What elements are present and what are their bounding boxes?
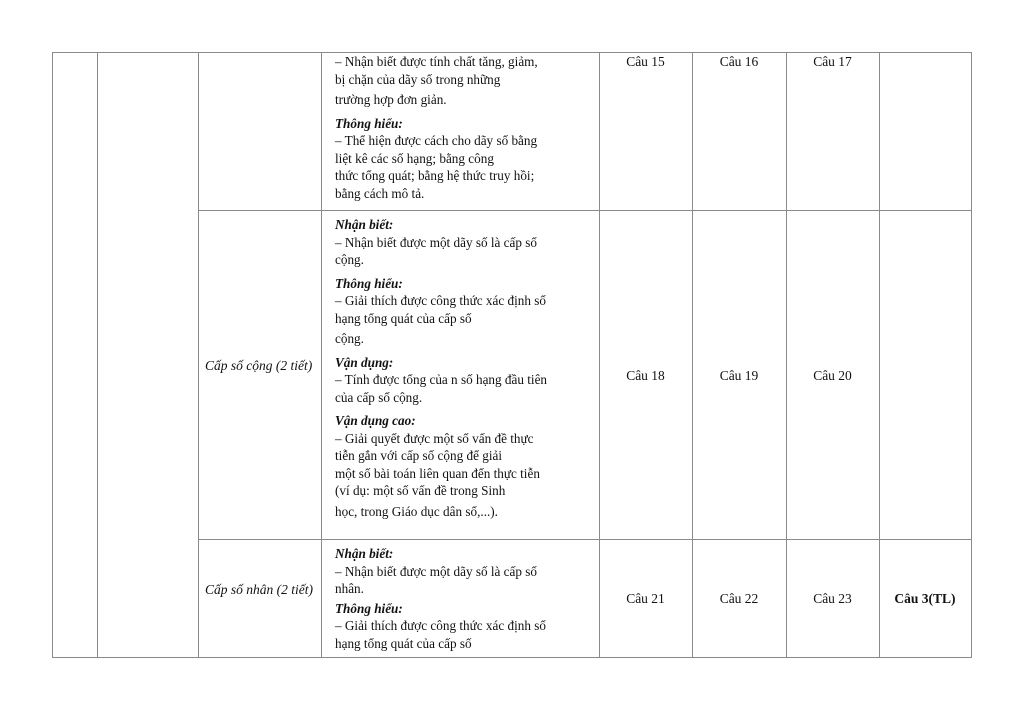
requirement-cell	[335, 545, 595, 652]
requirement-line: – Tính được tổng của n số hạng đầu tiên	[335, 372, 548, 387]
requirement-cell	[335, 53, 595, 202]
grid-line	[198, 52, 199, 658]
requirement-line: bằng cách mô tả.	[335, 185, 425, 201]
question-cell: Câu 18	[626, 368, 665, 383]
level-heading: Thông hiểu:	[335, 115, 403, 131]
requirement-line: tiễn gắn với cấp số cộng để giải	[335, 448, 503, 463]
requirement-line: – Nhận biết được tính chất tăng, giảm,	[335, 54, 538, 69]
requirement-line: bị chặn của dãy số trong những	[335, 71, 501, 87]
requirement-line: thức tổng quát; bằng hệ thức truy hồi;	[335, 168, 535, 183]
grid-line	[198, 210, 972, 211]
requirement-line: hạng tổng quát của cấp số	[335, 635, 472, 651]
level-heading: Thông hiểu:	[335, 275, 403, 291]
level-heading: Vận dụng:	[335, 354, 394, 370]
requirement-line: hạng tổng quát của cấp số	[335, 310, 472, 326]
level-heading: Thông hiểu:	[335, 600, 403, 616]
grid-line	[971, 52, 972, 658]
requirement-line: – Thể hiện được cách cho dãy số bằng	[335, 133, 538, 148]
requirement-line: – Giải quyết được một số vấn đề thực	[335, 430, 534, 446]
grid-line	[321, 52, 322, 658]
level-heading: Vận dụng cao:	[335, 413, 416, 428]
question-cell: Câu 16	[719, 54, 759, 69]
requirement-line: một số bài toán liên quan đến thực tiễn	[335, 465, 540, 481]
question-cell: Câu 19	[719, 368, 759, 383]
topic-cell: Cấp số cộng (2 tiết)	[205, 358, 313, 373]
question-cell: Câu 23	[813, 591, 852, 606]
requirement-line: (ví dụ: một số vấn đề trong Sinh	[335, 483, 506, 498]
requirement-line: – Giải thích được công thức xác định số	[335, 618, 546, 633]
requirement-line: trường hợp đơn giản.	[335, 92, 447, 107]
grid-line	[97, 52, 98, 658]
grid-line	[52, 52, 53, 658]
grid-line	[198, 539, 972, 540]
requirement-line: – Nhận biết được một dãy số là cấp số	[335, 234, 537, 250]
grid-line	[879, 52, 880, 658]
requirement-line: – Giải thích được công thức xác định số	[335, 293, 546, 308]
question-cell: Câu 17	[813, 54, 852, 69]
grid-line	[599, 52, 600, 658]
level-heading: Nhận biết:	[335, 546, 394, 561]
question-cell: Câu 15	[626, 54, 665, 69]
requirement-cell	[335, 216, 595, 520]
grid-line	[786, 52, 787, 658]
requirement-line: nhân.	[335, 581, 364, 596]
requirement-line: cộng.	[335, 252, 364, 267]
question-cell: Câu 21	[626, 591, 665, 606]
question-cell: Câu 20	[813, 368, 852, 383]
level-heading: Nhận biết:	[335, 217, 394, 232]
topic-cell: Cấp số nhân (2 tiết)	[205, 582, 313, 597]
requirement-line: cộng.	[335, 331, 364, 346]
question-cell: Câu 22	[719, 591, 759, 606]
grid-line	[692, 52, 693, 658]
requirement-line: học, trong Giáo dục dân số,...).	[335, 503, 498, 519]
grid-line	[52, 657, 972, 658]
essay-question-cell: Câu 3(TL)	[894, 591, 956, 606]
requirement-line: – Nhận biết được một dãy số là cấp số	[335, 563, 537, 579]
requirement-line: liệt kê các số hạng; bằng công	[335, 150, 494, 166]
requirement-line: của cấp số cộng.	[335, 389, 423, 405]
